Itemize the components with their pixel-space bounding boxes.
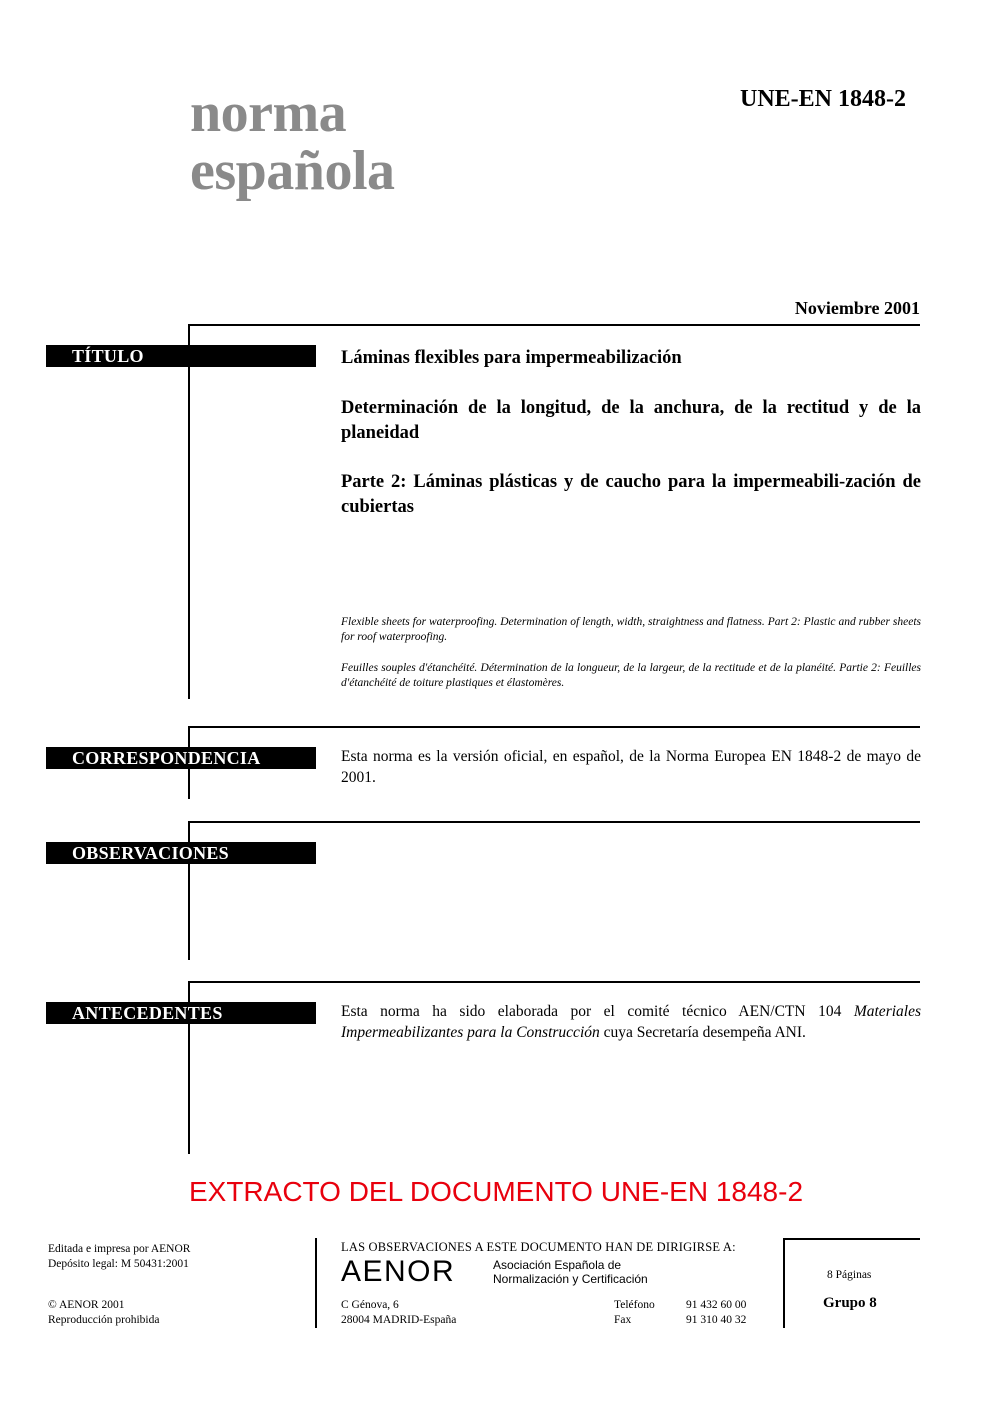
footer-divider-left (315, 1238, 317, 1328)
footer-grupo: Grupo 8 (823, 1295, 877, 1311)
footer-box-left (783, 1238, 785, 1328)
antecedentes-text (341, 1001, 921, 1043)
footer-editada: Editada e impresa por AENOR (48, 1243, 191, 1255)
section-label-observaciones: OBSERVACIONES (46, 842, 316, 864)
section-label-titulo: TÍTULO (46, 345, 316, 367)
section-divider-titulo (188, 324, 920, 326)
section-divider-observaciones (188, 821, 920, 823)
correspondencia-text: Esta norma es la versión oficial, en español, de la Norma Europea EN 1848-2 de mayo de 2001. (341, 748, 921, 786)
extract-notice: EXTRACTO DEL DOCUMENTO UNE-EN 1848-2 (188, 1176, 804, 1207)
footer-asociacion-2: Normalización y Certificación (493, 1272, 648, 1286)
title-part: Parte 2: Láminas plásticas y de caucho para la impermeabili-zación de cubiertas (341, 472, 921, 517)
standard-code: UNE-EN 1848-2 (740, 86, 906, 112)
footer-box-top (783, 1238, 920, 1240)
section-label-correspondencia: CORRESPONDENCIA (46, 747, 316, 769)
section-rule-titulo (188, 324, 190, 699)
title-english: Flexible sheets for waterproofing. Determination of length, width, straightness and flatness. Part 2: Plastic and rubber sheets for roof waterproofing. (341, 616, 921, 643)
footer-address-1: C Génova, 6 (341, 1299, 399, 1311)
footer-telefono: 91 432 60 00 (686, 1299, 747, 1311)
footer-fax-label: Fax (614, 1314, 632, 1326)
footer-observaciones-heading: LAS OBSERVACIONES A ESTE DOCUMENTO HAN DE DIRIGIRSE A: (341, 1240, 736, 1254)
section-divider-correspondencia (188, 726, 920, 728)
antecedentes-text-post: cuya Secretaría desempeña ANI. (599, 1024, 806, 1041)
title-french: Feuilles souples d'étanchéité. Détermination de la longueur, de la largeur, de la rectitude et de la planéité. Partie 2: Feuilles d'étanchéité de toiture plastiques et élastomères. (341, 662, 921, 689)
brand-line-1: norma (190, 82, 347, 144)
title-main: Láminas flexibles para impermeabilización (341, 348, 682, 368)
footer-address-2: 28004 MADRID-España (341, 1314, 457, 1326)
section-label-antecedentes: ANTECEDENTES (46, 1002, 316, 1024)
footer-reproduccion: Reproducción prohibida (48, 1314, 160, 1326)
footer-copyright: © AENOR 2001 (48, 1299, 125, 1311)
footer-asociacion-1: Asociación Española de (493, 1258, 622, 1272)
footer-paginas: 8 Páginas (827, 1269, 872, 1281)
aenor-logo: AENOR (341, 1255, 456, 1288)
brand-line-2: española (190, 140, 395, 202)
title-subject: Determinación de la longitud, de la anchura, de la rectitud y de la planeidad (341, 398, 921, 443)
section-divider-antecedentes (188, 981, 920, 983)
footer-deposito: Depósito legal: M 50431:2001 (48, 1258, 189, 1270)
footer-fax: 91 310 40 32 (686, 1314, 747, 1326)
publication-date: Noviembre 2001 (794, 298, 920, 318)
antecedentes-text-pre: Esta norma ha sido elaborada por el comité técnico AEN/CTN 104 (341, 1003, 854, 1020)
footer-telefono-label: Teléfono (614, 1299, 655, 1311)
antecedentes-committee: Materiales Impermeabilizantes para la Construcción (341, 1003, 921, 1041)
